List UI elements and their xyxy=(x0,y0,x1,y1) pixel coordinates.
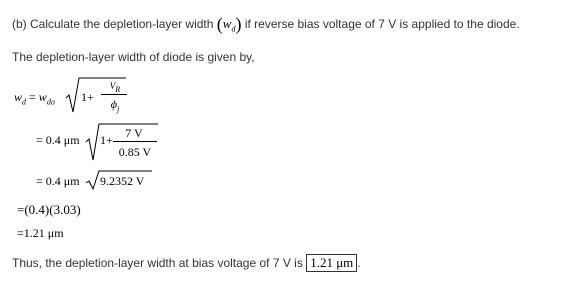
step-4: =1.21 μm xyxy=(17,226,64,240)
question-symbol-sub: d xyxy=(231,24,236,34)
question-prefix: (b) Calculate the depletion-layer width xyxy=(12,17,214,31)
formula-one-plus: 1+ xyxy=(81,90,94,104)
step1-fraction-bar xyxy=(113,141,157,142)
conclusion-line xyxy=(12,254,361,272)
close-paren: ) xyxy=(235,14,242,34)
step2-prefix: = 0.4 μm xyxy=(36,174,80,188)
conclusion-text: Thus, the depletion-layer width at bias voltage of 7 V is xyxy=(12,256,303,270)
step-3: =(0.4)(3.03) xyxy=(17,202,81,217)
step2-radicand: 9.2352 V xyxy=(100,174,145,188)
formula-fraction-bar xyxy=(101,94,127,95)
question-suffix: if reverse bias voltage of 7 V is applied to the diode. xyxy=(244,17,520,31)
conclusion-end: . xyxy=(357,256,361,270)
answer-box: 1.21 μm xyxy=(306,254,357,272)
step1-denominator: 0.85 V xyxy=(118,145,152,159)
formula-denominator: $\phi_j$ xyxy=(110,97,120,114)
question-line xyxy=(12,14,520,36)
formula-numerator: $V_R$ xyxy=(109,81,121,94)
open-paren: ( xyxy=(216,14,223,34)
intro-text: The depletion-layer width of diode is given by, xyxy=(12,50,255,64)
question-symbol: w xyxy=(222,16,232,31)
step1-numerator: 7 V xyxy=(125,126,143,140)
step1-one-plus: 1+ xyxy=(100,133,113,147)
formula-lhs: $w_d = w_{do}$ xyxy=(14,90,55,107)
step1-prefix: = 0.4 μm xyxy=(36,133,80,147)
